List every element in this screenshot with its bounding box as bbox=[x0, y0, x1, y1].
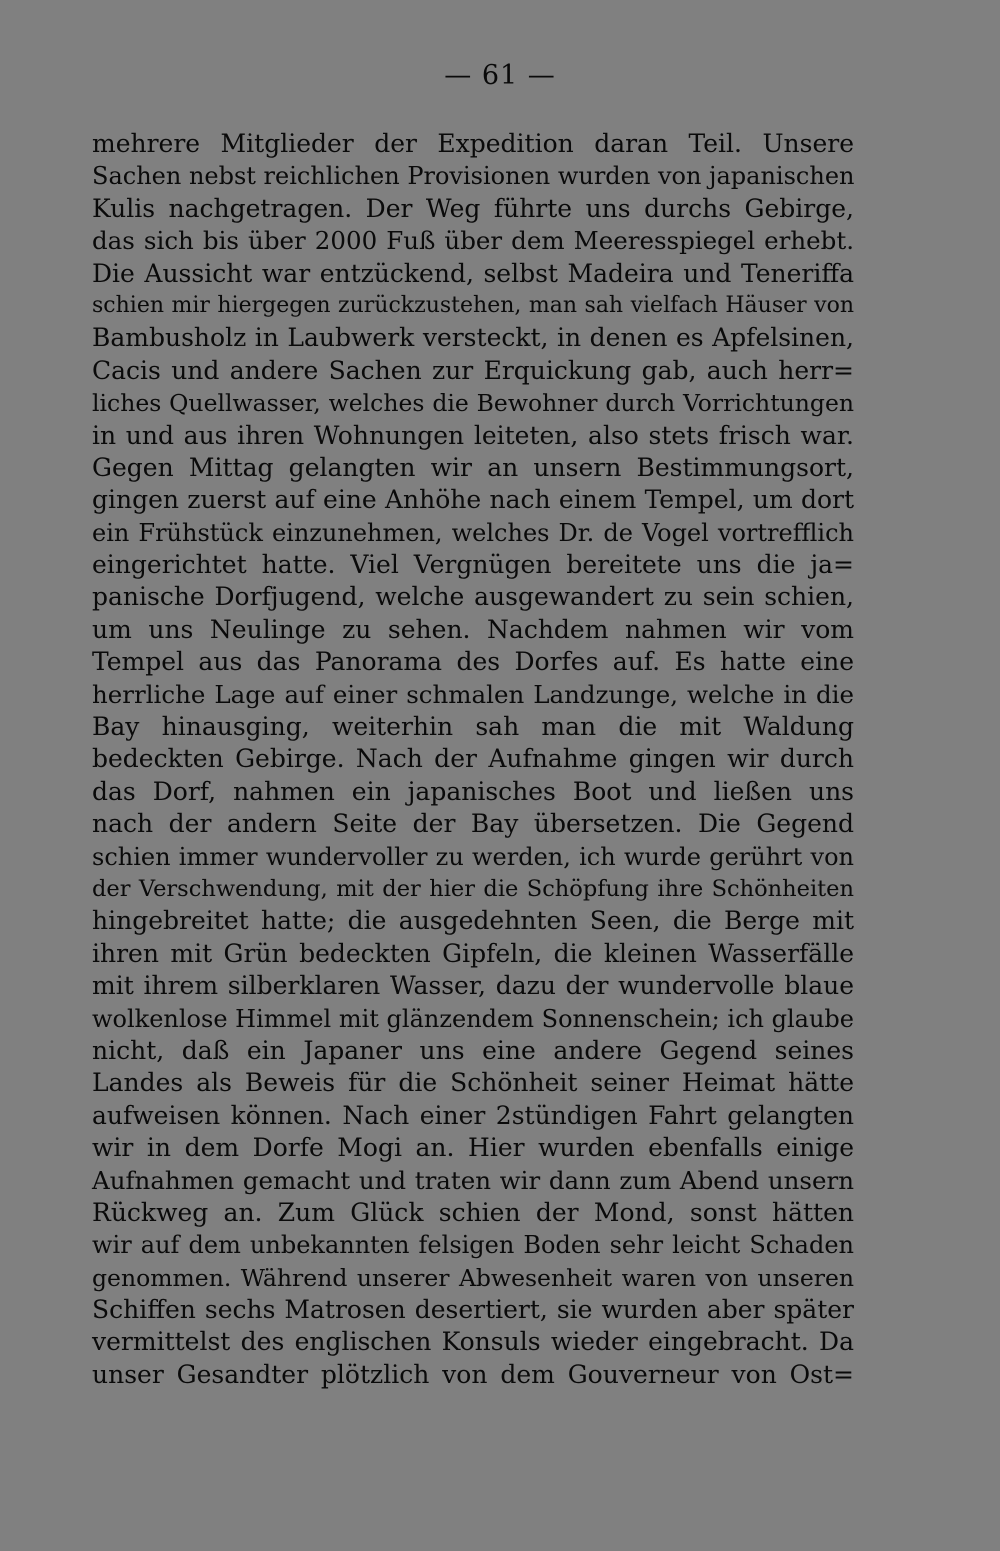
text-line: nicht, daß ein Japaner uns eine andere Gegend seines bbox=[92, 1035, 854, 1065]
text-line: mehrere Mitglieder der Expedition daran Teil. Unsere bbox=[92, 129, 854, 158]
text-line: ihren mit Grün bedeckten Gipfeln, die kleinen Wasserfälle bbox=[92, 938, 854, 968]
text-line: wir auf dem unbekannten felsigen Boden sehr leicht Schaden bbox=[92, 1231, 854, 1260]
text-line: aufweisen können. Nach einer 2stündigen Fahrt gelangten bbox=[92, 1100, 854, 1130]
text-line: herrliche Lage auf einer schmalen Landzunge, welche in die bbox=[92, 679, 854, 709]
text-line: nach der andern Seite der Bay übersetzen. Die Gegend bbox=[92, 809, 854, 839]
text-line: Kulis nachgetragen. Der Weg führte uns durchs Gebirge, bbox=[92, 193, 854, 223]
text-line: Bambusholz in Laubwerk versteckt, in denen es Apfelsinen, bbox=[92, 323, 854, 353]
text-line: ein Frühstück einzunehmen, welches Dr. de Vogel vortrefflich bbox=[92, 518, 854, 547]
text-line: liches Quellwasser, welches die Bewohner durch Vorrichtungen bbox=[92, 389, 854, 418]
text-line: unser Gesandter plötzlich von dem Gouverneur von Ost= bbox=[92, 1359, 854, 1389]
text-line: mit ihrem silberklaren Wasser, dazu der wundervolle blaue bbox=[92, 971, 854, 1001]
text-line: Gegen Mittag gelangten wir an unsern Bestimmungsort, bbox=[92, 452, 854, 482]
text-line: Schiffen sechs Matrosen desertiert, sie wurden aber später bbox=[92, 1295, 854, 1325]
text-line: Landes als Beweis für die Schönheit seiner Heimat hätte bbox=[92, 1068, 854, 1098]
text-line: um uns Neulinge zu sehen. Nachdem nahmen wir vom bbox=[92, 614, 854, 644]
text-line: Cacis und andere Sachen zur Erquickung gab, auch herr= bbox=[92, 355, 854, 385]
text-line: eingerichtet hatte. Viel Vergnügen bereitete uns die ja= bbox=[92, 550, 854, 580]
text-line: der Verschwendung, mit der hier die Schöpfung ihre Schönheiten bbox=[92, 875, 854, 902]
text-line: das Dorf, nahmen ein japanisches Boot und ließen uns bbox=[92, 776, 854, 806]
body-text bbox=[92, 128, 854, 1391]
text-line: Sachen nebst reichlichen Provisionen wurden von japanischen bbox=[92, 162, 855, 191]
text-line: wir in dem Dorfe Mogi an. Hier wurden ebenfalls einige bbox=[92, 1133, 854, 1163]
text-line: Bay hinausging, weiterhin sah man die mit Waldung bbox=[92, 712, 854, 742]
text-line: gingen zuerst auf eine Anhöhe nach einem Tempel, um dort bbox=[92, 485, 854, 515]
text-line: schien immer wundervoller zu werden, ich wurde gerührt von bbox=[92, 842, 854, 871]
text-line: das sich bis über 2000 Fuß über dem Meeresspiegel erhebt. bbox=[92, 226, 854, 256]
text-line: genommen. Während unserer Abwesenheit waren von unseren bbox=[92, 1263, 854, 1292]
text-line: hingebreitet hatte; die ausgedehnten Seen, die Berge mit bbox=[92, 906, 854, 936]
text-line: vermittelst des englischen Konsuls wieder eingebracht. Da bbox=[92, 1327, 854, 1357]
text-line: schien mir hiergegen zurückzustehen, man sah vielfach Häuser von bbox=[92, 292, 854, 318]
text-line: Rückweg an. Zum Glück schien der Mond, sonst hätten bbox=[92, 1197, 854, 1227]
page-number: — 61 — bbox=[444, 60, 556, 91]
text-line: Aufnahmen gemacht und traten wir dann zum Abend unsern bbox=[92, 1165, 854, 1195]
text-line: in und aus ihren Wohnungen leiteten, also stets frisch war. bbox=[92, 420, 854, 450]
text-line: wolkenlose Himmel mit glänzendem Sonnenschein; ich glaube bbox=[92, 1004, 854, 1033]
text-line: panische Dorfjugend, welche ausgewandert zu sein schien, bbox=[92, 582, 854, 612]
text-line: bedeckten Gebirge. Nach der Aufnahme gingen wir durch bbox=[92, 744, 854, 774]
text-line: Die Aussicht war entzückend, selbst Madeira und Teneriffa bbox=[92, 258, 854, 288]
text-line: Tempel aus das Panorama des Dorfes auf. Es hatte eine bbox=[92, 647, 854, 677]
